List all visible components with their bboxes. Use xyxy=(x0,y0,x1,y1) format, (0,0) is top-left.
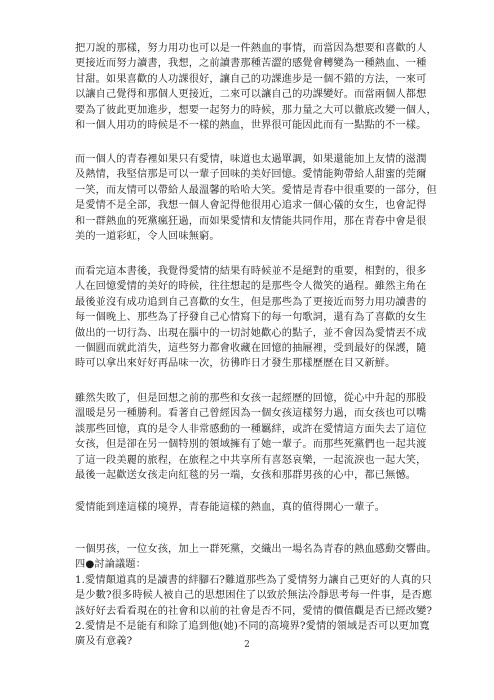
text-line: 人在回憶愛情的美好的時候，往往想起的是那些令人微笑的過程。雖然主角在 xyxy=(75,281,427,293)
text-line: 最後一起歡送女孩走向紅毯的另一端，女孩和那群男孩的心中，都已無憾。 xyxy=(75,470,417,482)
text-line: 愛情能到達這樣的境界，青春能這樣的熱血，真的值得開心一輩子。 xyxy=(75,502,386,513)
text-line: 時可以拿出來好好再品味一次，彷彿昨日才發生那樣歷歷在目又新鮮。 xyxy=(75,358,396,370)
text-line: 以讓自己覺得和那個人更接近，二來可以讓自己的功課變好。而當兩個人都想 xyxy=(75,89,427,101)
paragraph-5 xyxy=(75,500,423,515)
paragraph-6 xyxy=(75,542,437,650)
paragraph-2 xyxy=(75,152,437,244)
text-line: 一個男孩，一位女孩，加上一群死黨，交織出一場名為青春的熱血感動交響曲。 xyxy=(75,544,437,555)
text-line: 而一個人的青春裡如果只有愛情，味道也太過單調，如果還能加上友情的滋潤 xyxy=(75,154,427,165)
text-line: 每一個晚上、那些為了抒發自己心情寫下的每一句歌詞，還有為了喜歡的女生 xyxy=(75,312,427,324)
text-line: 談那些回憶，真的是令人非常感動的一種羈絆，或許在愛情這方面失去了這位 xyxy=(75,423,427,435)
paragraph-4 xyxy=(75,391,427,483)
text-line: 及熱情，我堅信那是可以一輩子回味的美好回憶。愛情能夠帶給人甜蜜的莞爾 xyxy=(75,169,427,181)
text-line: 要為了彼此更加進步，想要一起努力的時候，那力量之大可以徹底改變一個人， xyxy=(75,104,437,116)
text-line: 雖然失敗了，但是回想之前的那些和女孩一起經歷的回憶，從心中升起的那股 xyxy=(75,393,427,404)
text-line: 該好好去看看現在的社會和以前的社會是否不同，愛情的價值觀是否已經改變? xyxy=(75,605,433,617)
paragraph-3 xyxy=(75,264,427,372)
text-line: 女孩，但是卻在另一個特別的領域擁有了她一輩子。而那些死黨們也一起共渡 xyxy=(75,439,427,451)
text-line: 了這一段美麗的旅程，在旅程之中共享所有喜怒哀樂，一起流淚也一起大笑， xyxy=(75,454,427,466)
text-line: 和一群熱血的死黨瘋狂過，而如果愛情和友情能共同作用，那在青春中會是很 xyxy=(75,215,427,227)
text-line: 甘甜。如果喜歡的人功課很好，讓自己的功課進步是一個不錯的方法，一來可 xyxy=(75,73,427,85)
text-line: 更接近而努力讀書，我想，之前讀書那種苦澀的感覺會轉變為一種熱血、一種 xyxy=(75,58,427,70)
text-line: 一個圓而就此消失，這些努力都會收藏在回憶的抽屜裡，受到最好的保護，隨 xyxy=(75,343,427,355)
text-line: 是少數?很多時候人被自己的思想困住了以致於無法冷靜思考每一件事，是否應 xyxy=(75,590,433,602)
paragraph-1 xyxy=(75,41,437,133)
text-line: 美的一道彩虹，令人回味無窮。 xyxy=(75,231,220,243)
text-line: 1.愛情顛道真的是讀書的絆腳石?難道那些為了愛情努力讓自己更好的人真的只 xyxy=(75,574,432,586)
text-line: 廣及有意義? xyxy=(75,636,133,648)
text-line: 溫暖是另一種勝利。看著自己曾經因為一個女孩這樣努力過，而女孩也可以嘴 xyxy=(75,408,427,420)
text-line: 2.愛情是不是能有和除了追到他(她)不同的高境界?愛情的領域是否可以更加寬 xyxy=(75,621,430,633)
text-line: 做出的一切行為、出現在腦中的一切討她歡心的點子，並不會因為愛情丟不成 xyxy=(75,327,427,339)
text-line: 是愛情不是全部，我想一個人會記得他很用心追求一個心儀的女生，也會記得 xyxy=(75,200,427,212)
text-line: 最後並沒有成功追到自己喜歡的女生，但是那些為了更接近而努力用功讀書的 xyxy=(75,296,427,308)
text-line: 而看完這本書後，我覺得愛情的結果有時候並不是絕對的重要，相對的，很多 xyxy=(75,266,427,277)
text-line: 把刀說的那樣，努力用功也可以是一件熱血的事情，而當因為想要和喜歡的人 xyxy=(75,43,427,54)
section-heading: 四●討論議題： xyxy=(75,559,147,571)
page-number: 2 xyxy=(244,640,250,650)
text-line: 一笑，而友情可以帶給人最溫馨的哈哈大笑。愛情是青春中很重要的一部分，但 xyxy=(75,184,437,196)
text-line: 和一個人用功的時候是不一樣的熱血，世界很可能因此而有一點點的不一樣。 xyxy=(75,120,427,132)
